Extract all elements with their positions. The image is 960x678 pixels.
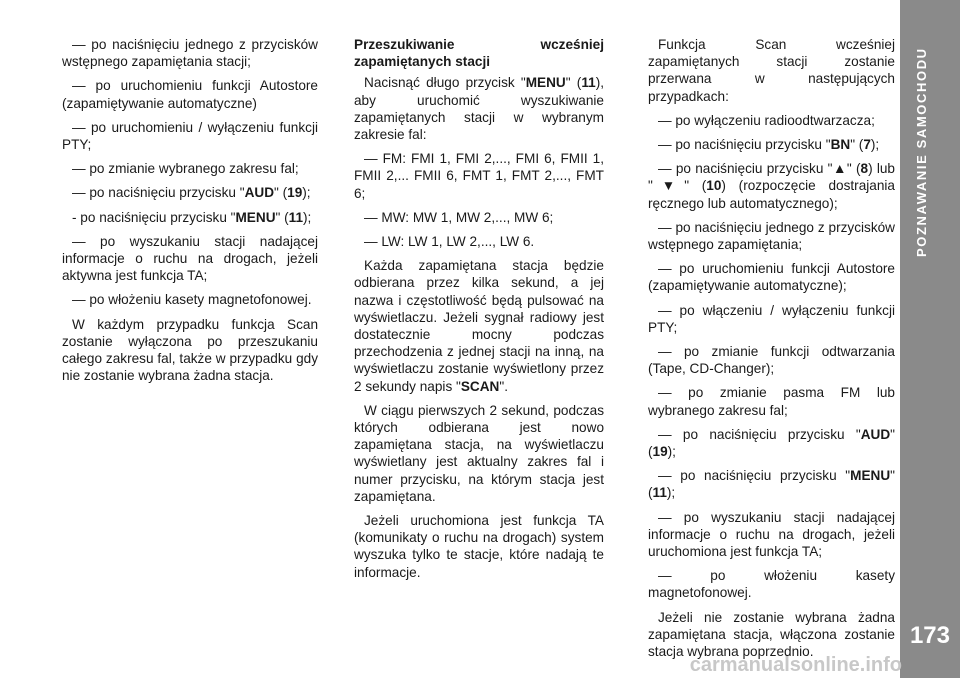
button-number: 7 [863,137,871,153]
text-span: ), aby uruchomić wyszukiwanie zapamiętanych stacji w wybranym zakresie fal: [354,75,604,143]
paragraph [648,136,895,153]
arrow-down-icon: ▼ [652,178,685,194]
display-text-scan: SCAN [460,378,500,394]
paragraph [648,426,895,460]
text-span: " ( [684,178,707,194]
paragraph: — po uruchomieniu funkcji Autostore (zapamiętywanie automatyczne) [62,78,318,111]
button-name-menu: MENU [850,468,891,484]
text-span: " ( [648,426,895,460]
paragraph [62,209,318,226]
text-span: — po naciśnięciu przycisku " [658,468,851,484]
text-span: ) (rozpoczęcie dostrajania ręcznego lub automatycznego); [648,178,895,211]
paragraph: — LW: LW 1, LW 2,..., LW 6. [364,234,535,250]
paragraph: Jeżeli uruchomiona jest funkcja TA (komunikaty o ruchu na drogach) system wyszuka tylko te stacje, które nadają te informacje. [354,513,604,580]
button-name-bn: BN [830,137,851,153]
paragraph: — po zmianie funkcji odtwarzania (Tape, CD-Changer); [648,344,895,377]
button-number: 19 [287,185,303,201]
paragraph: — po naciśnięciu jednego z przycisków wstępnego zapamiętania; [648,219,895,253]
paragraph [354,257,604,395]
button-name-aud: AUD [860,426,891,442]
paragraph: — po włączeniu / wyłączeniu funkcji PTY; [648,302,895,335]
text-span: ); [667,444,676,460]
text-span: Nacisnąć długo przycisk " [364,75,526,91]
text-span: — po naciśnięciu przycisku " [658,137,831,153]
text-column-left [62,36,318,391]
paragraph: W każdym przypadku funkcja Scan zostanie wyłączona po przeszukaniu całego zakresu fal, także w przypadku gdy nie zostanie wybrana żadna stacja. [62,316,318,384]
paragraph: — FM: FMI 1, FMI 2,..., FMI 6, FMII 1, FMII 2,... FMII 6, FMT 1, FMT 2,..., FMT 6; [354,151,604,201]
paragraph [648,160,895,212]
text-span: ". [499,378,508,394]
paragraph [354,74,604,143]
button-name-aud: AUD [244,185,275,201]
text-span: ) lub " [648,161,895,194]
button-number: 11 [652,485,667,501]
text-span: " ( [275,209,289,225]
text-span: ); [303,209,312,225]
paragraph: — po naciśnięciu jednego z przycisków wstępnego zapamiętania stacji; [62,37,318,70]
text-span: ); [870,137,880,153]
chapter-sidebar [900,0,960,678]
button-number: 8 [860,161,869,177]
paragraph: — po uruchomieniu funkcji Autostore (zapamiętywanie automatyczne); [648,261,895,294]
button-number: 10 [706,178,722,194]
page-number: 173 [909,622,950,649]
text-span: " ( [846,161,861,177]
text-span: — po naciśnięciu przycisku " [658,161,833,177]
text-column-right [648,36,895,667]
paragraph: — po wyszukaniu stacji nadającej informacje o ruchu na drogach, jeżeli aktywna jest funkcja TA; [62,233,318,284]
text-span: Każda zapamiętana stacja będzie odbierana przez kilka sekund, a jej nazwa i częstotliwość będą pulsować na wyświetlaczu. Jeżeli sygnał radiowy jest dostatecznie mocny podczas przechodzenia z jednej stacji na inną, na wyświetlaczu zostanie wyświetlony przez 2 sekundy napis " [354,258,604,394]
text-span: — po naciśnięciu przycisku " [658,426,861,442]
paragraph: — MW: MW 1, MW 2,..., MW 6; [364,209,554,225]
paragraph: W ciągu pierwszych 2 sekund, podczas których odbierana jest nowo zapamiętana stacja, na wyświetlaczu wyświetlany jest aktualny zakres fal i numer przycisku, na którym stacja jest zapamiętana. [354,402,604,504]
text-column-middle [354,36,604,588]
button-number: 11 [581,75,596,91]
paragraph [62,184,318,201]
paragraph [648,467,895,501]
paragraph: — po zmianie wybranego zakresu fal; [72,161,299,177]
text-span: " ( [565,75,582,91]
text-span: " ( [850,137,864,153]
paragraph: — po uruchomieniu / wyłączeniu funkcji PTY; [62,119,318,153]
button-number: 19 [652,444,668,460]
section-heading: Przeszukiwanie wcześniej zapamiętanych stacji [354,37,604,70]
arrow-up-icon: ▲ [832,161,847,177]
paragraph: — po wyszukaniu stacji nadającej informacje o ruchu na drogach, jeżeli uruchomiona jest funkcja TA; [648,509,895,560]
text-span: — po naciśnięciu przycisku " [72,185,245,201]
watermark: carmanualsonline.info [689,654,902,676]
button-number: 11 [288,209,304,225]
text-span: " ( [274,185,288,201]
chapter-title: POZNAWANIE SAMOCHODU [914,47,929,257]
button-name-menu: MENU [235,209,276,225]
paragraph: — po włożeniu kasety magnetofonowej. [72,292,312,308]
paragraph: — po włożeniu kasety magnetofonowej. [648,568,895,601]
paragraph: Funkcja Scan wcześniej zapamiętanych stacji zostanie przerwana w następujących przypadkach: [648,37,895,104]
paragraph: Jeżeli nie zostanie wybrana żadna zapamiętana stacja, włączona zostanie stacja wybrana poprzednio. [648,609,895,660]
text-span: ); [666,485,676,501]
paragraph: — po wyłączeniu radioodtwarzacza; [658,112,875,128]
text-span: ); [302,185,311,201]
text-span: " ( [648,468,895,501]
button-name-menu: MENU [525,75,566,91]
text-span: - po naciśnięciu przycisku " [72,209,236,225]
paragraph: — po zmianie pasma FM lub wybranego zakresu fal; [648,385,895,418]
